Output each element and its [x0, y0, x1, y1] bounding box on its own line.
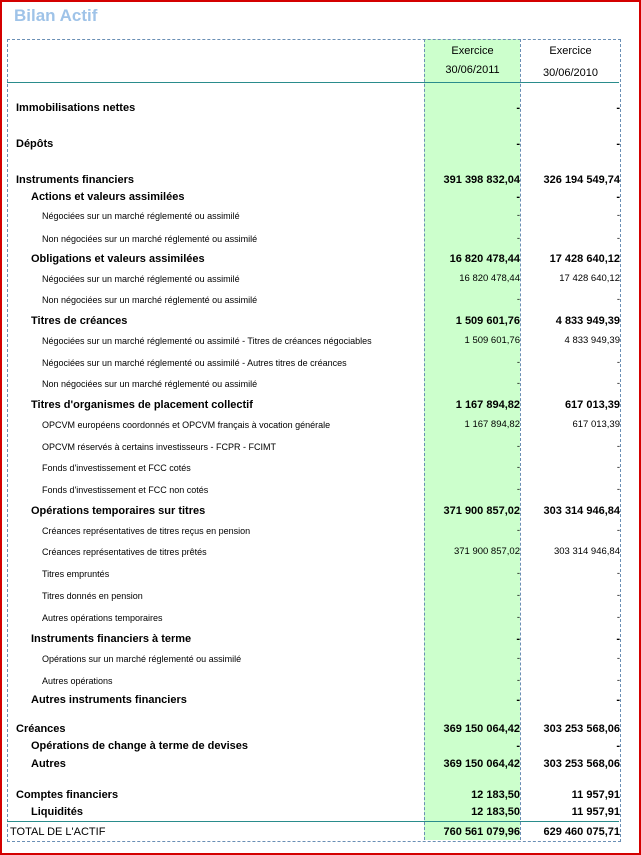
- value-2011: -: [516, 653, 520, 664]
- value-2010: -: [616, 102, 620, 114]
- value-2011: 1 509 601,76: [455, 315, 520, 327]
- value-2011: -: [516, 191, 520, 203]
- row-label: Autres opérations temporaires: [42, 613, 163, 623]
- row-label: OPCVM réservés à certains investisseurs - FCPR - FCIMT: [42, 442, 277, 452]
- value-2010: -: [616, 653, 620, 664]
- value-2011: -: [516, 378, 520, 389]
- value-2011: 1 509 601,76: [464, 335, 520, 346]
- value-2011: -: [516, 568, 520, 579]
- row-label: Immobilisations nettes: [16, 102, 136, 114]
- value-2011: -: [516, 525, 520, 536]
- table-row: [0, 805, 641, 819]
- table-row: [0, 674, 641, 688]
- table-row: [0, 788, 641, 802]
- value-2010: 629 460 075,71: [543, 826, 620, 838]
- row-label: Négociées sur un marché réglementé ou assimilé - Titres de créances négociables: [42, 336, 372, 346]
- value-2010: -: [616, 740, 620, 752]
- table-row: [0, 418, 641, 432]
- value-2011: 369 150 064,42: [443, 758, 520, 770]
- value-2010: -: [616, 568, 620, 579]
- row-label: Comptes financiers: [16, 789, 119, 801]
- table-row: [0, 334, 641, 348]
- value-2011: -: [516, 484, 520, 495]
- value-2010: 303 314 946,84: [543, 505, 620, 517]
- value-2011: -: [516, 462, 520, 473]
- value-2011: -: [516, 694, 520, 706]
- value-2011: -: [516, 441, 520, 452]
- row-label: Instruments financiers: [16, 174, 134, 186]
- value-2011: 12 183,50: [471, 789, 520, 801]
- table-row: [0, 252, 641, 266]
- value-2010: -: [616, 675, 620, 686]
- table-row: [0, 293, 641, 307]
- value-2011: -: [516, 633, 520, 645]
- row-label: Fonds d'investissement et FCC cotés: [42, 463, 191, 473]
- row-label: Opérations de change à terme de devises: [31, 740, 249, 752]
- row-label: Créances représentatives de titres prêtés: [42, 547, 207, 557]
- total-rule: [7, 821, 619, 822]
- header-col1-line2: 30/06/2011: [445, 64, 500, 76]
- table-row: [0, 693, 641, 707]
- value-2011: -: [516, 210, 520, 221]
- value-2011: 371 900 857,02: [453, 546, 520, 557]
- value-2010: -: [616, 612, 620, 623]
- table-row: [0, 757, 641, 771]
- value-2010: -: [616, 633, 620, 645]
- value-2010: 303 314 946,84: [553, 546, 620, 557]
- value-2011: -: [516, 294, 520, 305]
- row-label: Titres d'organismes de placement collectif: [31, 399, 253, 411]
- row-label: Autres opérations: [42, 676, 113, 686]
- value-2010: 326 194 549,74: [543, 174, 620, 186]
- table-row: [0, 524, 641, 538]
- value-2010: 4 833 949,39: [564, 335, 620, 346]
- value-2010: 303 253 568,06: [543, 758, 620, 770]
- table-row: [0, 545, 641, 559]
- value-2011: -: [516, 590, 520, 601]
- row-label: Autres: [31, 758, 66, 770]
- row-label: Créances: [16, 723, 66, 735]
- value-2010: 11 957,91: [571, 806, 620, 818]
- value-2010: -: [616, 694, 620, 706]
- header-rule: [7, 82, 619, 83]
- value-2011: -: [516, 612, 520, 623]
- value-2010: 303 253 568,06: [543, 723, 620, 735]
- table-row: [0, 101, 641, 115]
- header-col2-line2: 30/06/2010: [542, 67, 599, 79]
- row-label: Opérations temporaires sur titres: [31, 505, 206, 517]
- table-row: [0, 652, 641, 666]
- value-2011: 369 150 064,42: [443, 723, 520, 735]
- value-2010: -: [616, 210, 620, 221]
- row-label: TOTAL DE L'ACTIF: [10, 826, 106, 838]
- value-2011: 16 820 478,44: [459, 273, 520, 284]
- value-2011: 12 183,50: [471, 806, 520, 818]
- value-2011: 371 900 857,02: [443, 505, 520, 517]
- row-label: Obligations et valeurs assimilées: [31, 253, 205, 265]
- table-row: [0, 398, 641, 412]
- table-row: [0, 739, 641, 753]
- value-2011: -: [516, 102, 520, 114]
- table-row: [0, 504, 641, 518]
- value-2010: -: [616, 233, 620, 244]
- row-label: Créances représentatives de titres reçus en pension: [42, 526, 251, 536]
- value-2011: 1 167 894,82: [455, 399, 520, 411]
- value-2011: -: [516, 233, 520, 244]
- value-2011: 760 561 079,96: [443, 826, 520, 838]
- table-row: [0, 173, 641, 187]
- table-row: [0, 190, 641, 204]
- table-row: [0, 377, 641, 391]
- row-label: Opérations sur un marché réglementé ou assimilé: [42, 654, 242, 664]
- value-2011: 391 398 832,04: [443, 174, 520, 186]
- value-2011: 1 167 894,82: [464, 419, 520, 430]
- value-2010: -: [616, 484, 620, 495]
- value-2010: -: [616, 357, 620, 368]
- row-label: Négociées sur un marché réglementé ou assimilé: [42, 211, 240, 221]
- table-row: [0, 232, 641, 246]
- table-row: [0, 632, 641, 646]
- table-row: [0, 589, 641, 603]
- row-label: Titres donnés en pension: [42, 591, 143, 601]
- row-label: Liquidités: [31, 806, 83, 818]
- row-label: Non négociées sur un marché réglementé ou assimilé: [42, 295, 258, 305]
- table-row: [0, 825, 641, 839]
- row-label: Titres empruntés: [42, 569, 110, 579]
- value-2011: -: [516, 357, 520, 368]
- table-row: [0, 209, 641, 223]
- value-2010: 17 428 640,12: [559, 273, 620, 284]
- value-2011: -: [516, 740, 520, 752]
- row-label: Instruments financiers à terme: [31, 633, 192, 645]
- table-row: [0, 611, 641, 625]
- row-label: Négociées sur un marché réglementé ou assimilé - Autres titres de créances: [42, 358, 347, 368]
- page-title: Bilan Actif: [14, 6, 98, 25]
- value-2011: -: [516, 675, 520, 686]
- row-label: Fonds d'investissement et FCC non cotés: [42, 485, 209, 495]
- value-2010: -: [616, 378, 620, 389]
- table-row: [0, 483, 641, 497]
- value-2010: -: [616, 462, 620, 473]
- value-2010: -: [616, 294, 620, 305]
- value-2010: -: [616, 525, 620, 536]
- table-row: [0, 461, 641, 475]
- row-label: Non négociées sur un marché réglementé ou assimilé: [42, 379, 258, 389]
- table-row: [0, 567, 641, 581]
- value-2011: -: [516, 138, 520, 150]
- row-label: Actions et valeurs assimilées: [31, 191, 185, 203]
- value-2010: -: [616, 191, 620, 203]
- row-label: Dépôts: [16, 138, 54, 150]
- value-2010: 4 833 949,39: [555, 315, 620, 327]
- row-label: Titres de créances: [31, 315, 128, 327]
- row-label: Non négociées sur un marché réglementé ou assimilé: [42, 234, 258, 244]
- table-row: [0, 314, 641, 328]
- table-row: [0, 440, 641, 454]
- table-row: [0, 272, 641, 286]
- table-row: [0, 722, 641, 736]
- value-2010: -: [616, 441, 620, 452]
- row-label: Autres instruments financiers: [31, 694, 187, 706]
- value-2011: 16 820 478,44: [449, 253, 520, 265]
- value-2010: 617 013,39: [564, 399, 620, 411]
- row-label: OPCVM européens coordonnés et OPCVM français à vocation générale: [42, 420, 331, 430]
- value-2010: -: [616, 590, 620, 601]
- table-row: [0, 137, 641, 151]
- header-col1-line1: Exercice: [451, 45, 494, 57]
- value-2010: 617 013,39: [572, 419, 620, 430]
- row-label: Négociées sur un marché réglementé ou assimilé: [42, 274, 240, 284]
- table-row: [0, 356, 641, 370]
- header-col2-line1: Exercice: [549, 45, 592, 57]
- value-2010: 17 428 640,12: [549, 253, 620, 265]
- value-2010: -: [616, 138, 620, 150]
- value-2010: 11 957,91: [571, 789, 620, 801]
